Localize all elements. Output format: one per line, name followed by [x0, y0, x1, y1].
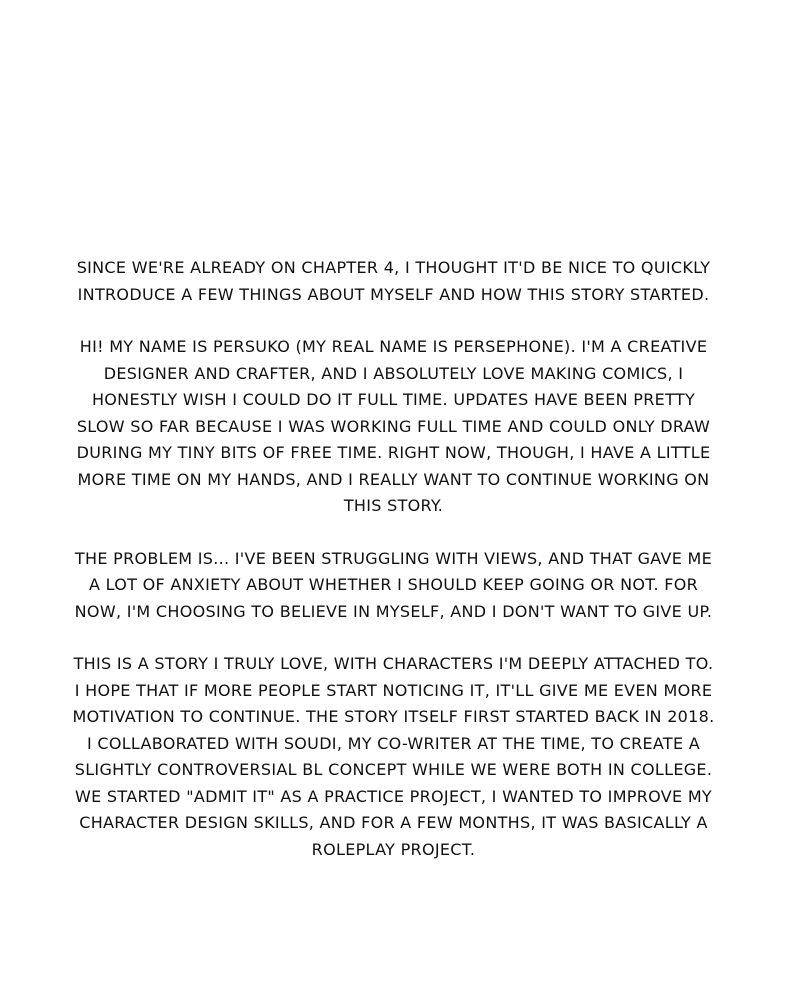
paragraph-story-origin: THIS IS A STORY I TRULY LOVE, WITH CHARACTERS I'M DEEPLY ATTACHED TO. I HOPE THAT IF MORE PEOPLE START NOTICING IT, IT'LL GIVE ME EVEN MORE MOTIVATION TO CONTINUE. THE STORY ITSELF FIRST STARTED BACK IN 2018. I COLLABORATED WITH SOUDI, MY CO-WRITER AT THE TIME, TO CREATE A SLIGHTLY CONTROVERSIAL BL CONCEPT WHILE WE WERE BOTH IN COLLEGE. WE STARTED "ADMIT IT" AS A PRACTICE PROJECT, I WANTED TO IMPROVE MY CHARACTER DESIGN SKILLS, AND FOR A FEW MONTHS, IT WAS BASICALLY A ROLEPLAY PROJECT.: [72, 654, 715, 859]
paragraph-struggles: THE PROBLEM IS... I'VE BEEN STRUGGLING WITH VIEWS, AND THAT GAVE ME A LOT OF ANXIETY ABOUT WHETHER I SHOULD KEEP GOING OR NOT. FOR NOW, I'M CHOOSING TO BELIEVE IN MYSELF, AND I DON'T WANT TO GIVE UP.: [74, 548, 713, 621]
paragraph-intro: SINCE WE'RE ALREADY ON CHAPTER 4, I THOUGHT IT'D BE NICE TO QUICKLY INTRODUCE A FEW THINGS ABOUT MYSELF AND HOW THIS STORY STARTED.: [76, 258, 711, 304]
paragraph-about-author: HI! MY NAME IS PERSUKO (MY REAL NAME IS PERSEPHONE). I'M A CREATIVE DESIGNER AND CRAFTER, AND I ABSOLUTELY LOVE MAKING COMICS, I HONESTLY WISH I COULD DO IT FULL TIME. UPDATES HAVE BEEN PRETTY SLOW SO FAR BECAUSE I WAS WORKING FULL TIME AND COULD ONLY DRAW DURING MY TINY BITS OF FREE TIME. RIGHT NOW, THOUGH, I HAVE A LITTLE MORE TIME ON MY HANDS, AND I REALLY WANT TO CONTINUE WORKING ON THIS STORY.: [76, 337, 711, 515]
author-note: [70, 255, 717, 863]
